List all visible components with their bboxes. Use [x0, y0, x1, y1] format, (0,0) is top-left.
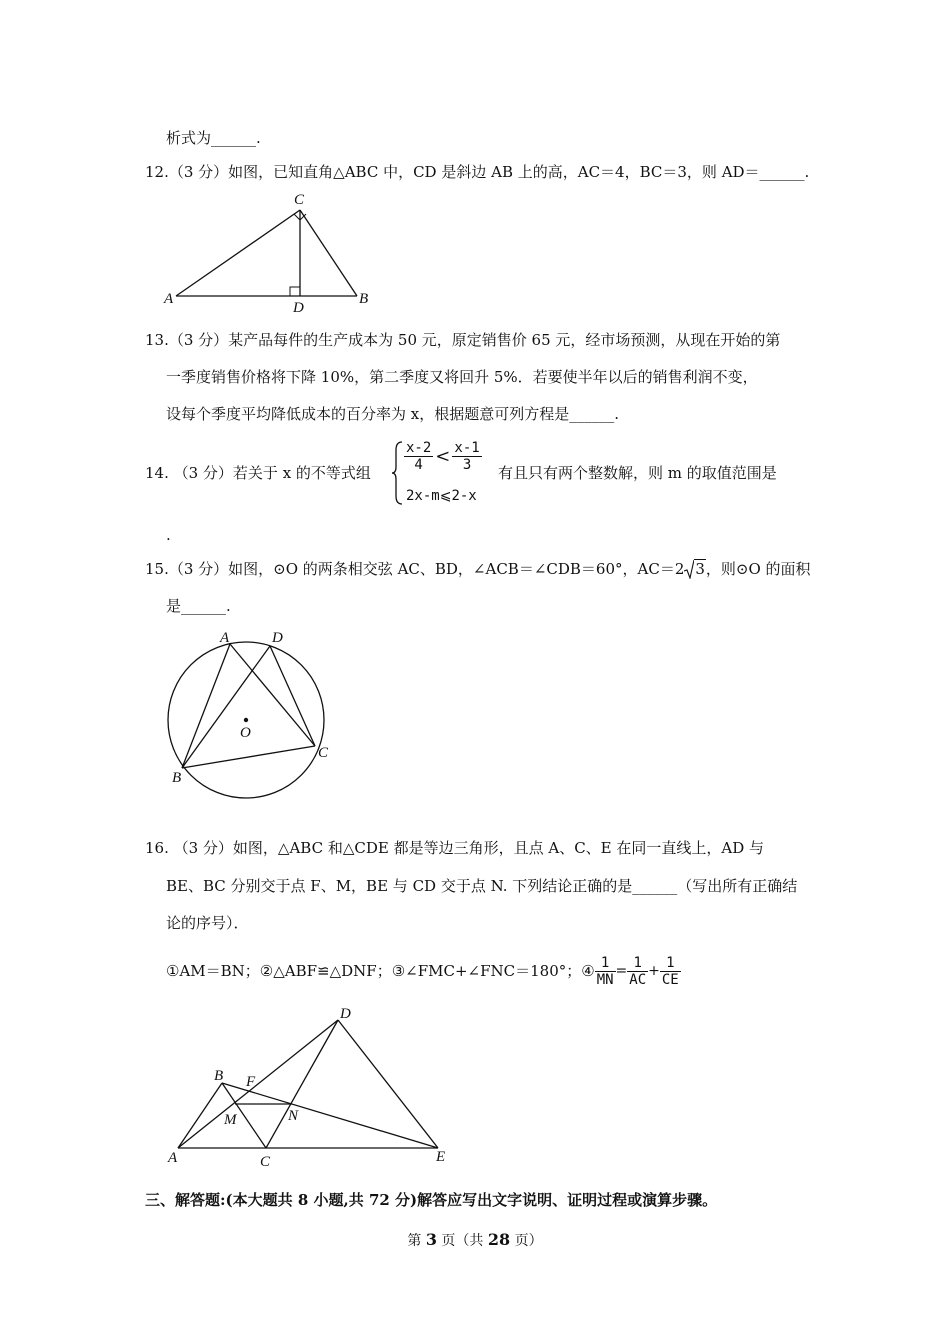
footer-total-pages: 28	[487, 1230, 511, 1249]
q14-frac-2-num: x-1	[454, 440, 480, 456]
q14-suffix: 有且只有两个整数解，则 m 的取值范围是	[498, 464, 777, 482]
q14-frac-1-den: 4	[414, 457, 423, 473]
q15-figure	[160, 622, 340, 807]
q14-brace	[392, 440, 404, 506]
q16-line-be	[222, 1083, 438, 1148]
q14-frac-1-num: x-2	[406, 440, 432, 456]
q15-sqrt	[684, 559, 706, 579]
q12-label-a: A	[164, 291, 174, 307]
q16-line-ad	[178, 1020, 338, 1148]
q16-line-ab	[178, 1083, 222, 1148]
q16-line-cd	[266, 1020, 338, 1148]
q14-inequality-2: 2x-m⩽2-x	[406, 488, 477, 504]
q15-sqrt-value: 3	[695, 560, 705, 578]
section-3-heading: 三、解答题:(本大题共 8 小题,共 72 分)解答应写出文字说明、证明过程或演算步骤。	[145, 1191, 718, 1209]
q13-line3: 设每个季度平均降低成本的百分率为 x，根据题意可列方程是______.	[166, 405, 619, 423]
q12-figure	[160, 188, 380, 313]
q14-less-than: <	[435, 445, 451, 467]
q15-chord-ab	[182, 644, 230, 768]
q16-frac-2	[627, 955, 648, 988]
q16-line2: BE、BC 分别交于点 F、M，BE 与 CD 交于点 N. 下列结论正确的是______（写出所有正确结	[166, 877, 798, 895]
q16-figure	[160, 1000, 460, 1175]
q16-line3: 论的序号）．	[166, 914, 249, 932]
q15-chord-bc	[182, 746, 315, 768]
q15-line1-b: ，则⊙O 的面积	[705, 560, 811, 578]
q12-label-b: B	[359, 291, 369, 307]
q16-label-e: E	[436, 1149, 446, 1165]
q12-side-cb	[300, 210, 357, 296]
footer-page-number: 3	[425, 1230, 437, 1249]
q16-frac-1-num: 1	[595, 955, 616, 972]
q15-label-b: B	[172, 770, 182, 786]
footer-pre: 第	[407, 1233, 426, 1249]
q14-frac-1	[404, 440, 433, 473]
q15-chord-dc	[270, 646, 315, 746]
q15-label-o: O	[240, 725, 251, 741]
q15-line1	[145, 559, 811, 579]
q12-right-angle-d	[290, 287, 300, 296]
q16-line-de	[338, 1020, 438, 1148]
q16-label-c: C	[260, 1154, 271, 1170]
q16-frac-2-den: AC	[629, 971, 647, 988]
q16-equals: =	[615, 963, 628, 979]
q15-label-a: A	[220, 630, 230, 646]
q16-frac-1-den: MN	[596, 971, 614, 988]
q14-prefix: 14. （3 分）若关于 x 的不等式组	[145, 464, 371, 482]
page-footer	[0, 1230, 950, 1250]
q16-frac-3-num: 1	[660, 955, 681, 972]
q12-side-ac	[176, 210, 300, 296]
q16-options-text: ①AM＝BN；②△ABF≌△DNF；③∠FMC+∠FNC＝180°；④	[166, 962, 595, 980]
q15-line2: 是______.	[166, 597, 231, 615]
footer-post: 页）	[510, 1233, 543, 1249]
q16-frac-2-num: 1	[627, 955, 648, 972]
q15-chord-bd	[182, 646, 270, 768]
q14-inequality-1	[404, 440, 482, 473]
q16-label-b: B	[214, 1068, 224, 1084]
q16-label-a: A	[168, 1150, 178, 1166]
q16-frac-1	[595, 955, 616, 988]
q15-label-c: C	[318, 745, 329, 761]
q15-center-dot	[244, 718, 248, 722]
q12-label-d: D	[293, 300, 304, 313]
q16-line1: 16. （3 分）如图，△ABC 和△CDE 都是等边三角形，且点 A、C、E 在同一直线上，AD 与	[145, 839, 765, 857]
q12-label-c: C	[294, 192, 305, 208]
footer-mid: 页（共	[436, 1233, 488, 1249]
q15-line1-a: 15.（3 分）如图，⊙O 的两条相交弦 AC、BD，∠ACB＝∠CDB＝60°，AC＝2	[145, 560, 685, 578]
q16-label-d: D	[340, 1006, 351, 1022]
q16-plus: +	[648, 963, 660, 979]
q12-text: 12.（3 分）如图，已知直角△ABC 中，CD 是斜边 AB 上的高，AC＝4，BC＝3，则 AD＝______.	[145, 163, 810, 181]
q14-frac-2-den: 3	[462, 457, 472, 473]
q14-line2: .	[166, 526, 171, 544]
q14-frac-2	[452, 440, 481, 473]
q16-frac-3	[660, 955, 681, 988]
q13-line1: 13.（3 分）某产品每件的生产成本为 50 元，原定销售价 65 元，经市场预测，从现在开始的第	[145, 331, 781, 349]
q13-line2: 一季度销售价格将下降 10%，第二季度又将回升 5%．若要使半年以后的销售利润不变，	[166, 368, 758, 386]
q16-options	[166, 950, 681, 991]
q16-label-n: N	[288, 1108, 299, 1124]
q16-label-f: F	[246, 1074, 256, 1090]
q11-tail: 析式为______.	[166, 129, 261, 147]
q16-label-m: M	[224, 1112, 237, 1128]
q16-frac-3-den: CE	[661, 971, 679, 988]
q15-label-d: D	[272, 630, 283, 646]
